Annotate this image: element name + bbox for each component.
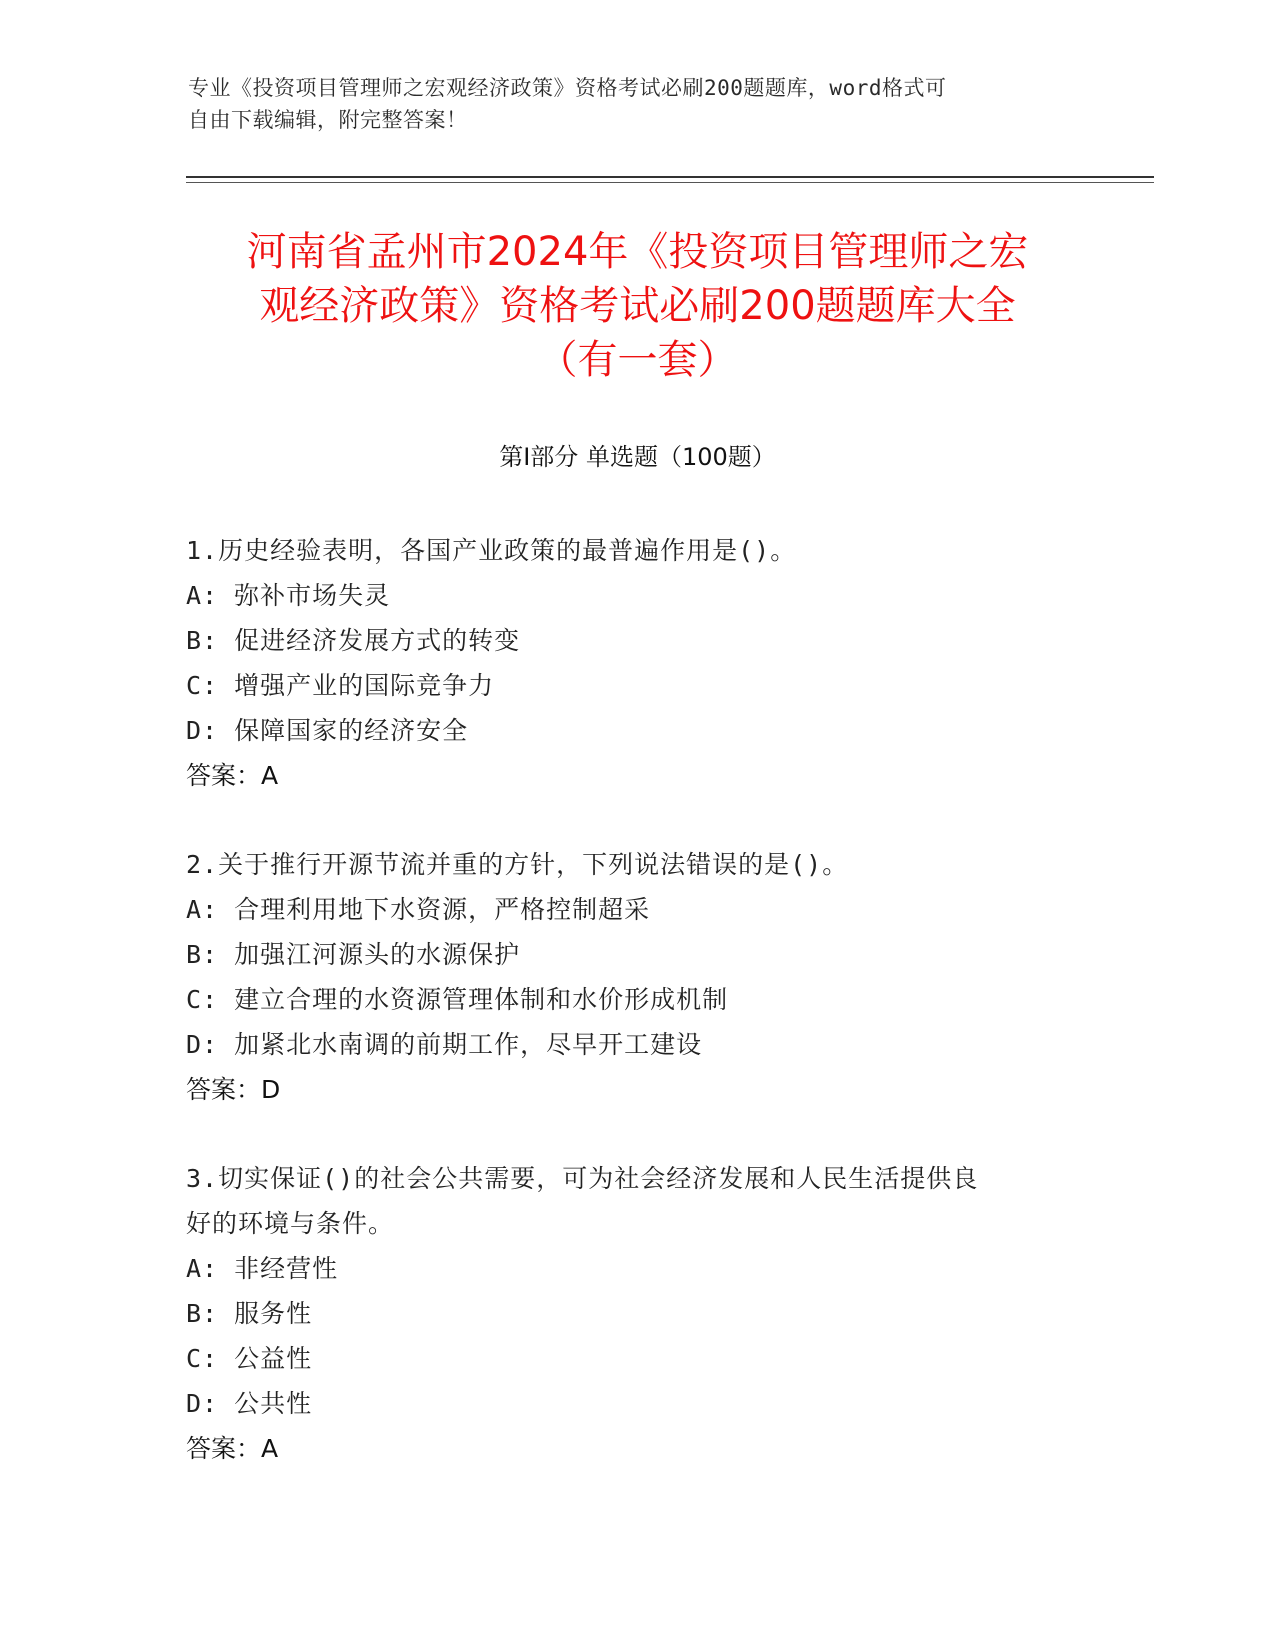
option-a: A: 非经营性 xyxy=(186,1254,339,1283)
header-divider-thick xyxy=(186,176,1154,178)
question-stem-line-2: 好的环境与条件。 xyxy=(186,1209,395,1238)
option-b: B: 促进经济发展方式的转变 xyxy=(186,626,521,655)
question-3 xyxy=(186,1156,1086,1471)
header-note-line-1: 专业《投资项目管理师之宏观经济政策》资格考试必刷200题题库，word格式可 xyxy=(188,76,947,100)
option-a: A: 弥补市场失灵 xyxy=(186,581,391,610)
option-d: D: 保障国家的经济安全 xyxy=(186,716,469,745)
question-list xyxy=(186,528,1086,1515)
option-c: C: 增强产业的国际竞争力 xyxy=(186,671,495,700)
question-2 xyxy=(186,842,1086,1112)
option-b: B: 加强江河源头的水源保护 xyxy=(186,940,521,969)
option-a: A: 合理利用地下水资源，严格控制超采 xyxy=(186,895,651,924)
option-c: C: 公益性 xyxy=(186,1344,313,1373)
option-b: B: 服务性 xyxy=(186,1299,313,1328)
document-title xyxy=(160,225,1115,387)
document-title-line-1: 河南省孟州市2024年《投资项目管理师之宏 xyxy=(246,229,1029,275)
question-stem: 1.历史经验表明，各国产业政策的最普遍作用是()。 xyxy=(186,536,797,565)
answer: 答案：A xyxy=(186,1434,279,1463)
answer: 答案：A xyxy=(186,761,279,790)
header-note xyxy=(188,72,1088,136)
document-title-line-2: 观经济政策》资格考试必刷200题题库大全 xyxy=(259,283,1016,329)
answer: 答案：D xyxy=(186,1075,281,1104)
header-divider-thin xyxy=(186,182,1154,183)
header-note-line-2: 自由下载编辑，附完整答案！ xyxy=(188,108,468,132)
option-d: D: 公共性 xyxy=(186,1389,313,1418)
question-stem: 2.关于推行开源节流并重的方针，下列说法错误的是()。 xyxy=(186,850,849,879)
question-stem-line-1: 3.切实保证()的社会公共需要，可为社会经济发展和人民生活提供良 xyxy=(186,1164,979,1193)
question-1 xyxy=(186,528,1086,798)
section-title: 第Ⅰ部分 单选题（100题） xyxy=(499,443,776,471)
option-c: C: 建立合理的水资源管理体制和水价形成机制 xyxy=(186,985,729,1014)
document-title-line-3: （有一套） xyxy=(537,337,738,383)
option-d: D: 加紧北水南调的前期工作，尽早开工建设 xyxy=(186,1030,703,1059)
